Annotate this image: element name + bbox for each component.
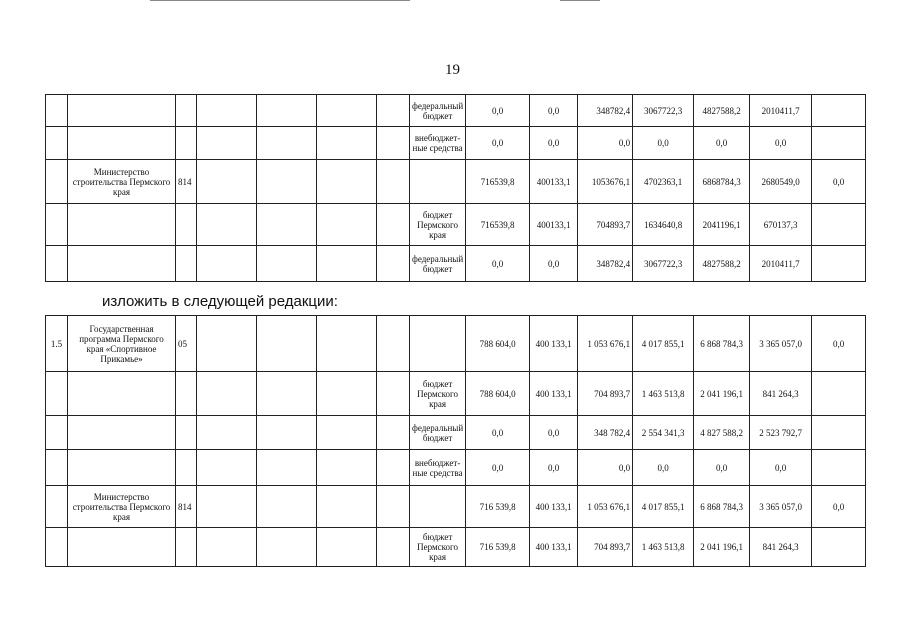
empty-cell [197, 528, 257, 567]
budget-table-top [45, 94, 866, 282]
value-cell: 716539,8 [466, 160, 530, 204]
empty-cell [197, 160, 257, 204]
table-row [46, 486, 866, 528]
empty-cell [197, 127, 257, 160]
value-cell: 2010411,7 [750, 95, 812, 127]
table-row [46, 95, 866, 127]
value-cell: 0,0 [530, 246, 578, 282]
empty-cell [197, 204, 257, 246]
value-cell: 0,0 [633, 127, 694, 160]
funding-source-cell [410, 486, 466, 528]
code-cell: 814 [176, 486, 197, 528]
empty-cell [377, 450, 410, 486]
code-cell [176, 450, 197, 486]
value-cell: 0,0 [466, 416, 530, 450]
table-row [46, 204, 866, 246]
empty-cell [257, 486, 317, 528]
value-cell: 3067722,3 [633, 95, 694, 127]
value-cell: 0,0 [466, 450, 530, 486]
row-number-cell [46, 160, 68, 204]
value-cell: 3067722,3 [633, 246, 694, 282]
value-cell: 400 133,1 [530, 316, 578, 372]
value-cell: 670137,3 [750, 204, 812, 246]
page-number: 19 [445, 62, 460, 78]
empty-cell [197, 372, 257, 416]
program-name-cell [68, 416, 176, 450]
code-cell [176, 95, 197, 127]
program-name-cell [68, 372, 176, 416]
value-cell: 0,0 [466, 127, 530, 160]
empty-cell [377, 160, 410, 204]
code-cell [176, 416, 197, 450]
empty-cell [317, 204, 377, 246]
table-row [46, 416, 866, 450]
value-cell: 3 365 057,0 [750, 486, 812, 528]
empty-cell [317, 160, 377, 204]
row-number-cell [46, 95, 68, 127]
value-cell: 400 133,1 [530, 372, 578, 416]
value-cell: 0,0 [530, 95, 578, 127]
empty-cell [377, 127, 410, 160]
value-cell: 1 463 513,8 [633, 528, 694, 567]
value-cell: 1 463 513,8 [633, 372, 694, 416]
empty-cell [197, 486, 257, 528]
value-cell: 704 893,7 [578, 372, 633, 416]
value-cell: 400 133,1 [530, 486, 578, 528]
empty-cell [377, 416, 410, 450]
value-cell: 1 053 676,1 [578, 486, 633, 528]
empty-cell [377, 372, 410, 416]
empty-cell [257, 316, 317, 372]
program-name-cell [68, 204, 176, 246]
value-cell: 2 041 196,1 [694, 372, 750, 416]
empty-cell [377, 95, 410, 127]
funding-source-cell: федеральный бюджет [410, 416, 466, 450]
empty-cell [377, 486, 410, 528]
value-cell: 0,0 [578, 450, 633, 486]
value-cell: 4827588,2 [694, 95, 750, 127]
value-cell: 4 017 855,1 [633, 486, 694, 528]
value-cell: 2 523 792,7 [750, 416, 812, 450]
value-cell [812, 95, 866, 127]
value-cell: 716 539,8 [466, 486, 530, 528]
row-number-cell [46, 246, 68, 282]
program-name-cell: Министерство строительства Пермского края [68, 160, 176, 204]
value-cell [812, 204, 866, 246]
code-cell: 814 [176, 160, 197, 204]
value-cell: 0,0 [812, 486, 866, 528]
value-cell: 2010411,7 [750, 246, 812, 282]
empty-cell [257, 127, 317, 160]
row-number-cell [46, 416, 68, 450]
empty-cell [317, 416, 377, 450]
funding-source-cell: бюджет Пермского края [410, 372, 466, 416]
value-cell: 704 893,7 [578, 528, 633, 567]
empty-cell [317, 246, 377, 282]
value-cell: 0,0 [694, 450, 750, 486]
program-name-cell [68, 246, 176, 282]
table-row [46, 316, 866, 372]
value-cell: 4827588,2 [694, 246, 750, 282]
table-row [46, 372, 866, 416]
value-cell [812, 528, 866, 567]
value-cell: 788 604,0 [466, 372, 530, 416]
scan-edge-line [150, 0, 410, 1]
code-cell [176, 372, 197, 416]
value-cell: 4 827 588,2 [694, 416, 750, 450]
table-row [46, 127, 866, 160]
value-cell [812, 246, 866, 282]
funding-source-cell: внебюджет-ные средства [410, 450, 466, 486]
empty-cell [257, 528, 317, 567]
value-cell: 3 365 057,0 [750, 316, 812, 372]
table-row [46, 246, 866, 282]
empty-cell [257, 204, 317, 246]
funding-source-cell: федеральный бюджет [410, 246, 466, 282]
value-cell: 1634640,8 [633, 204, 694, 246]
empty-cell [197, 95, 257, 127]
value-cell: 841 264,3 [750, 528, 812, 567]
funding-source-cell: бюджет Пермского края [410, 204, 466, 246]
value-cell [812, 416, 866, 450]
value-cell: 2 554 341,3 [633, 416, 694, 450]
value-cell: 0,0 [466, 95, 530, 127]
value-cell: 6 868 784,3 [694, 486, 750, 528]
code-cell [176, 127, 197, 160]
funding-source-cell: бюджет Пермского края [410, 528, 466, 567]
empty-cell [197, 246, 257, 282]
section-heading: изложить в следующей редакции: [102, 293, 338, 310]
program-name-cell [68, 95, 176, 127]
value-cell: 348782,4 [578, 246, 633, 282]
value-cell: 0,0 [750, 127, 812, 160]
table-row [46, 528, 866, 567]
value-cell: 704893,7 [578, 204, 633, 246]
empty-cell [197, 316, 257, 372]
value-cell [812, 450, 866, 486]
row-number-cell [46, 204, 68, 246]
empty-cell [317, 95, 377, 127]
value-cell: 0,0 [750, 450, 812, 486]
empty-cell [317, 486, 377, 528]
program-name-cell [68, 528, 176, 567]
funding-source-cell [410, 316, 466, 372]
code-cell [176, 528, 197, 567]
value-cell [812, 372, 866, 416]
empty-cell [377, 316, 410, 372]
empty-cell [197, 416, 257, 450]
empty-cell [377, 204, 410, 246]
value-cell: 400 133,1 [530, 528, 578, 567]
value-cell: 348782,4 [578, 95, 633, 127]
empty-cell [317, 127, 377, 160]
value-cell: 0,0 [812, 160, 866, 204]
value-cell: 2041196,1 [694, 204, 750, 246]
value-cell: 841 264,3 [750, 372, 812, 416]
empty-cell [377, 246, 410, 282]
funding-source-cell [410, 160, 466, 204]
value-cell: 0,0 [812, 316, 866, 372]
value-cell: 0,0 [466, 246, 530, 282]
value-cell: 2 041 196,1 [694, 528, 750, 567]
value-cell: 0,0 [530, 127, 578, 160]
program-name-cell [68, 450, 176, 486]
value-cell: 1053676,1 [578, 160, 633, 204]
value-cell: 4702363,1 [633, 160, 694, 204]
value-cell: 0,0 [530, 416, 578, 450]
empty-cell [317, 450, 377, 486]
funding-source-cell: федеральный бюджет [410, 95, 466, 127]
value-cell: 1 053 676,1 [578, 316, 633, 372]
program-name-cell: Государственная программа Пермского края «Спортивное Прикамье» [68, 316, 176, 372]
value-cell: 0,0 [578, 127, 633, 160]
empty-cell [257, 160, 317, 204]
program-name-cell [68, 127, 176, 160]
value-cell: 716 539,8 [466, 528, 530, 567]
empty-cell [317, 372, 377, 416]
empty-cell [377, 528, 410, 567]
empty-cell [317, 528, 377, 567]
table-row [46, 450, 866, 486]
value-cell [812, 127, 866, 160]
row-number-cell [46, 450, 68, 486]
value-cell: 788 604,0 [466, 316, 530, 372]
row-number-cell [46, 127, 68, 160]
empty-cell [317, 316, 377, 372]
value-cell: 2680549,0 [750, 160, 812, 204]
row-number-cell [46, 486, 68, 528]
empty-cell [197, 450, 257, 486]
program-name-cell: Министерство строительства Пермского края [68, 486, 176, 528]
empty-cell [257, 95, 317, 127]
value-cell: 6868784,3 [694, 160, 750, 204]
row-number-cell [46, 528, 68, 567]
value-cell: 6 868 784,3 [694, 316, 750, 372]
value-cell: 348 782,4 [578, 416, 633, 450]
empty-cell [257, 372, 317, 416]
code-cell [176, 246, 197, 282]
value-cell: 0,0 [530, 450, 578, 486]
row-number-cell [46, 372, 68, 416]
value-cell: 0,0 [633, 450, 694, 486]
value-cell: 4 017 855,1 [633, 316, 694, 372]
value-cell: 400133,1 [530, 160, 578, 204]
code-cell: 05 [176, 316, 197, 372]
empty-cell [257, 450, 317, 486]
value-cell: 0,0 [694, 127, 750, 160]
budget-table-bottom [45, 315, 866, 567]
scan-edge-line [560, 0, 600, 1]
empty-cell [257, 416, 317, 450]
code-cell [176, 204, 197, 246]
value-cell: 400133,1 [530, 204, 578, 246]
empty-cell [257, 246, 317, 282]
value-cell: 716539,8 [466, 204, 530, 246]
row-number-cell: 1.5 [46, 316, 68, 372]
table-row [46, 160, 866, 204]
funding-source-cell: внебюджет-ные средства [410, 127, 466, 160]
